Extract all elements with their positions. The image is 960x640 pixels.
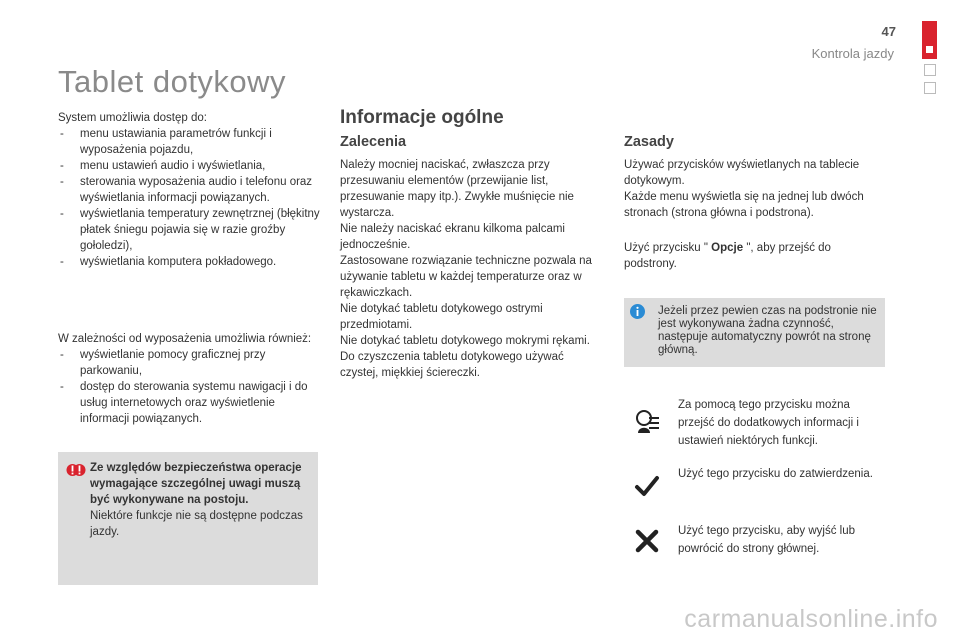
list-item: - wyświetlanie pomocy graficznej przy parkowaniu,: [58, 347, 320, 379]
cross-icon: [634, 528, 660, 554]
intro2-lead: W zależności od wyposażenia umożliwia również:: [58, 333, 312, 345]
intro-lead: System umożliwia dostęp do:: [58, 112, 207, 124]
recommendation-line: Nie należy naciskać ekranu kilkoma palcami jednocześnie.: [340, 223, 565, 251]
checkmark-icon: [634, 473, 660, 499]
rules-heading: Zasady: [624, 134, 674, 150]
intro2-section: [58, 331, 320, 427]
rules-text: [624, 157, 886, 221]
chapter-tab: [924, 64, 936, 76]
recommendations-heading: Zalecenia: [340, 134, 407, 150]
rule-line: Każde menu wyświetla się na jednej lub dwóch stronach (strona główna i podstrona).: [624, 191, 864, 219]
list-item: - sterowania wyposażenia audio i telefonu oraz wyświetlania informacji powiązanych.: [58, 174, 320, 206]
rule-line: Używać przycisków wyświetlanych na tablecie dotykowym.: [624, 159, 860, 187]
list-item: - dostęp do sterowania systemu nawigacji i do usług internetowych oraz wyświetlenie informacji powiązanych.: [58, 379, 320, 427]
options-instruction: [624, 240, 886, 272]
list-item: - wyświetlania temperatury zewnętrznej (błękitny płatek śniegu pojawia się w razie groźby gołoledzi),: [58, 206, 320, 254]
list-item: - menu ustawiania parametrów funkcji i wyposażenia pojazdu,: [58, 126, 320, 158]
recommendation-line: Do czyszczenia tabletu dotykowego używać czystej, miękkiej ściereczki.: [340, 351, 564, 379]
watermark: carmanualsonline.info: [684, 605, 938, 633]
options-button-label: Opcje: [711, 242, 744, 254]
list-item: - menu ustawień audio i wyświetlania,: [58, 158, 320, 174]
intro-section: [58, 110, 320, 270]
recommendation-line: Należy mocniej naciskać, zwłaszcza przy przesuwaniu elementów (przewijanie list, przesuwanie mapy itp.). Zwykłe muśnięcie nie wystarcza.: [340, 159, 574, 219]
intro2-list: [58, 347, 320, 427]
info-box: [624, 298, 885, 367]
recommendations-text: [340, 157, 602, 381]
info-icon: [630, 304, 645, 319]
options-text-before: Użyć przycisku ": [624, 242, 712, 254]
info-text: Jeżeli przez pewien czas na podstronie nie jest wykonywana żadna czynność, następuje automatyczny powrót na stronę główną.: [658, 305, 877, 356]
recommendation-line: Nie dotykać tabletu dotykowego ostrymi przedmiotami.: [340, 303, 543, 331]
exit-button-description: Użyć tego przycisku, aby wyjść lub powrócić do strony głównej.: [678, 525, 856, 555]
list-item: - wyświetlania komputera pokładowego.: [58, 254, 320, 270]
options-button-description: Za pomocą tego przycisku można przejść do dodatkowych informacji i ustawień niektórych funkcji.: [678, 399, 859, 447]
general-heading: Informacje ogólne: [340, 107, 504, 128]
safety-warning-box: [58, 452, 318, 585]
recommendation-line: Zastosowane rozwiązanie techniczne pozwala na używanie tabletu w każdej temperaturze oraz w rękawiczkach.: [340, 255, 592, 299]
options-text-after: ", aby przejść do podstrony.: [624, 242, 831, 270]
intro-list: [58, 126, 320, 270]
options-person-icon: [634, 408, 660, 434]
confirm-button-description: Użyć tego przycisku do zatwierdzenia.: [678, 468, 873, 480]
warning-note: Niektóre funkcje nie są dostępne podczas jazdy.: [90, 510, 303, 538]
chapter-tab: [924, 82, 936, 94]
warning-exclamation-icon: [66, 461, 86, 479]
warning-text: [90, 460, 310, 540]
warning-bold-text: Ze względów bezpieczeństwa operacje wymagające szczególnej uwagi muszą być wykonywane na postoju.: [90, 462, 302, 506]
recommendation-line: Nie dotykać tabletu dotykowego mokrymi rękami.: [340, 335, 590, 347]
section-name: Kontrola jazdy: [811, 46, 894, 61]
page-number: 47: [881, 24, 896, 39]
page-title: Tablet dotykowy: [58, 64, 287, 99]
chapter-tab-active: [922, 21, 937, 59]
